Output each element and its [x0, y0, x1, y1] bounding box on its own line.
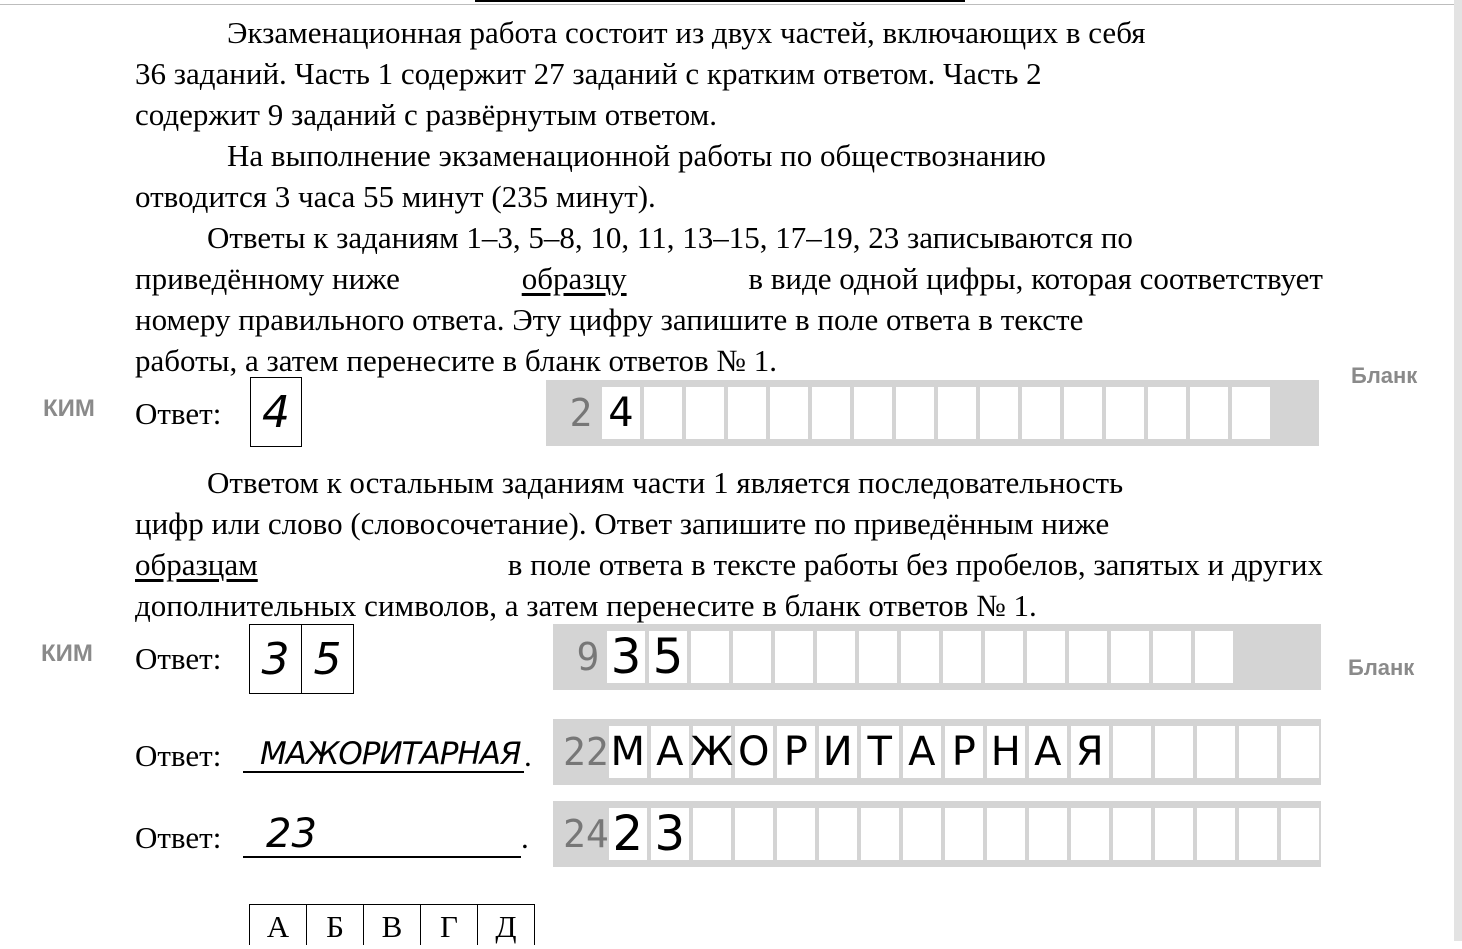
text-fragment: приведённому ниже: [135, 261, 400, 296]
paragraph-structure: [135, 12, 1323, 135]
blank-cell: [1106, 387, 1144, 439]
blank-cell: [1190, 387, 1228, 439]
handwritten-answer: 23: [266, 811, 317, 857]
blank-cell: [1155, 808, 1193, 860]
handwritten-answer: МАЖОРИТАРНАЯ: [260, 736, 521, 772]
blank-cell: [1071, 808, 1109, 860]
blank-cells: [609, 808, 1323, 860]
blank-answer-strip: [553, 719, 1321, 785]
text-line: содержит 9 заданий с развёрнутым ответом.: [135, 97, 718, 132]
blank-cell: [1155, 726, 1193, 778]
blank-label: Бланк: [1348, 655, 1415, 680]
table-header-cell: Б: [307, 905, 364, 945]
blank-cell: 4: [602, 387, 640, 439]
blank-cell: 5: [649, 631, 687, 683]
text-line: номеру правильного ответа. Эту цифру запишите в поле ответа в тексте: [135, 302, 1084, 337]
blank-cell: [1232, 387, 1270, 439]
blank-cell: [686, 387, 724, 439]
answer-label: Ответ:: [135, 396, 222, 431]
blank-cell: 3: [607, 631, 645, 683]
kim-label: КИМ: [43, 395, 95, 422]
blank-cell: [817, 631, 855, 683]
blank-cell: [987, 808, 1025, 860]
text-fragment: в виде одной цифры, которая соответствует: [748, 261, 1323, 296]
table-header-cell: А: [250, 905, 307, 945]
blank-cell: Ж: [693, 726, 731, 778]
kim-label: КИМ: [41, 640, 93, 667]
period: .: [524, 738, 532, 773]
blank-cell: [1029, 808, 1067, 860]
blank-cell: [1239, 808, 1277, 860]
blank-cell: [693, 808, 731, 860]
blank-cell: [1069, 631, 1107, 683]
blank-cells: [602, 387, 1274, 439]
blank-cell: А: [903, 726, 941, 778]
blank-cell: [1113, 808, 1151, 860]
answer-label: Ответ:: [135, 820, 222, 855]
blank-cells: [607, 631, 1237, 683]
blank-cell: [1195, 631, 1233, 683]
blank-cell: [859, 631, 897, 683]
task-number: 9: [576, 635, 600, 679]
blank-cell: [1197, 808, 1235, 860]
blank-cell: [896, 387, 934, 439]
kim-answer-cell: 5: [313, 633, 342, 685]
blank-answer-strip: [553, 801, 1321, 867]
answer-label: Ответ:: [135, 641, 222, 676]
paragraph-answers-single: [135, 217, 1323, 381]
blank-cell: М: [609, 726, 647, 778]
blank-cell: [777, 808, 815, 860]
text-line: [135, 544, 1323, 585]
blank-cell: [1148, 387, 1186, 439]
task-number: 24: [563, 812, 609, 856]
blank-cell: [980, 387, 1018, 439]
blank-cell: [735, 808, 773, 860]
blank-cell: Р: [777, 726, 815, 778]
blank-cell: [943, 631, 981, 683]
paragraph-answers-sequence: [135, 462, 1323, 626]
blank-cell: [691, 631, 729, 683]
blank-cell: [1022, 387, 1060, 439]
blank-cell: [861, 808, 899, 860]
text-line: отводится 3 часа 55 минут (235 минут).: [135, 179, 656, 214]
blank-cell: 3: [651, 808, 689, 860]
text-fragment: в поле ответа в тексте работы без пробелов, запятых и других: [507, 547, 1323, 582]
blank-cell: [985, 631, 1023, 683]
blank-cell: [938, 387, 976, 439]
text-line: цифр или слово (словосочетание). Ответ запишите по приведённым ниже: [135, 506, 1110, 541]
task-number: 22: [563, 730, 609, 774]
blank-cell: Н: [987, 726, 1025, 778]
blank-cell: [1111, 631, 1149, 683]
blank-cell: О: [735, 726, 773, 778]
task-number: 2: [569, 391, 593, 435]
text-line: Ответы к заданиям 1–3, 5–8, 10, 11, 13–15, 17–19, 23 записываются по: [207, 220, 1133, 255]
text-line: дополнительных символов, а затем перенесите в бланк ответов № 1.: [135, 588, 1037, 623]
blank-cell: [903, 808, 941, 860]
blank-cell: Р: [945, 726, 983, 778]
kim-answer-box: [249, 624, 354, 694]
blank-cell: [644, 387, 682, 439]
blank-cell: Я: [1071, 726, 1109, 778]
blank-cell: [901, 631, 939, 683]
text-line: Ответом к остальным заданиям части 1 является последовательность: [207, 465, 1124, 500]
blank-cell: [728, 387, 766, 439]
blank-answer-strip: [546, 380, 1319, 446]
blank-cell: [733, 631, 771, 683]
blank-cell: [812, 387, 850, 439]
blank-cells: [609, 726, 1323, 778]
blank-cell: А: [651, 726, 689, 778]
blank-cell: [1027, 631, 1065, 683]
blank-cell: [854, 387, 892, 439]
blank-cell: [770, 387, 808, 439]
blank-cell: [1153, 631, 1191, 683]
kim-answer-cell: 4: [262, 386, 290, 438]
period: .: [521, 820, 529, 855]
blank-cell: [1113, 726, 1151, 778]
text-line: 36 заданий. Часть 1 содержит 27 заданий с кратким ответом. Часть 2: [135, 56, 1042, 91]
text-line: На выполнение экзаменационной работы по обществознанию: [227, 138, 1046, 173]
blank-cell: А: [1029, 726, 1067, 778]
blank-cell: [945, 808, 983, 860]
blank-cell: 2: [609, 808, 647, 860]
blank-cell: [819, 808, 857, 860]
cut-off-heading: [475, 0, 965, 2]
answer-label: Ответ:: [135, 738, 222, 773]
blank-answer-strip: [553, 624, 1321, 690]
blank-cell: [1281, 726, 1319, 778]
kim-answer-box: [250, 377, 302, 447]
scrollbar-track[interactable]: [1454, 0, 1462, 941]
blank-cell: [1281, 808, 1319, 860]
sample-link: образцу: [521, 261, 627, 296]
blank-label: Бланк: [1351, 363, 1418, 388]
table-header-cell: Г: [421, 905, 478, 945]
text-line: Экзаменационная работа состоит из двух частей, включающих в себя: [227, 15, 1146, 50]
paragraph-time: [135, 135, 1323, 217]
blank-cell: [775, 631, 813, 683]
blank-cell: Т: [861, 726, 899, 778]
blank-cell: И: [819, 726, 857, 778]
text-line: работы, а затем перенесите в бланк ответов № 1.: [135, 343, 777, 378]
blank-cell: [1197, 726, 1235, 778]
table-header-cell: Д: [495, 909, 517, 944]
kim-answer-cell: 3: [250, 625, 302, 693]
table-header-cell: В: [364, 905, 421, 945]
blank-cell: [1064, 387, 1102, 439]
blank-cell: [1239, 726, 1277, 778]
letters-table-header: [249, 904, 535, 945]
samples-link: образцам: [135, 547, 258, 582]
text-line: [135, 258, 1323, 299]
